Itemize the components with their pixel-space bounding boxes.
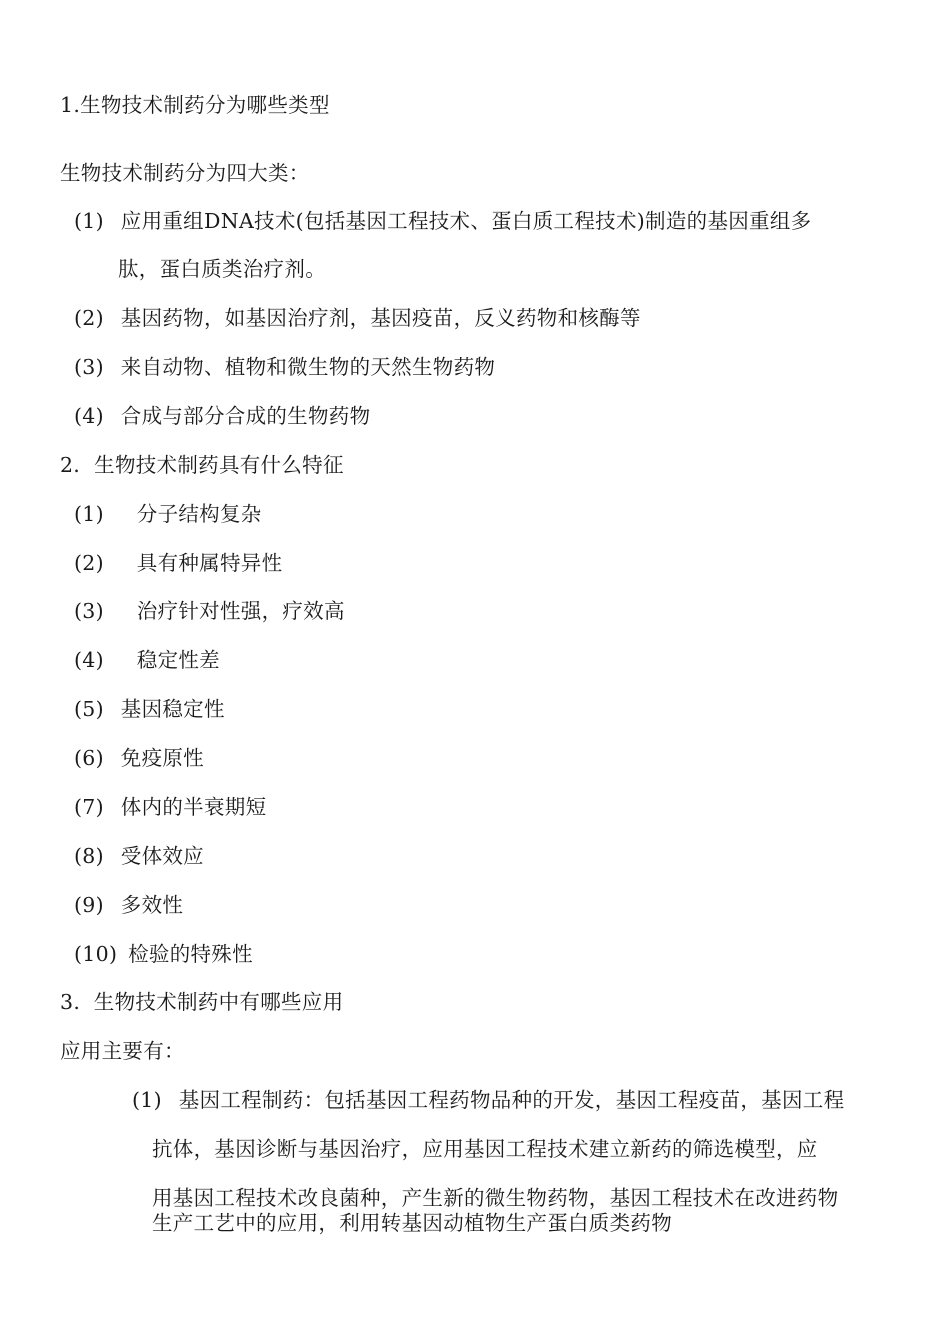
list-item-continuation: 抗体，基因诊断与基因治疗，应用基因工程技术建立新药的筛选模型，应 <box>152 1137 818 1161</box>
section-1-heading: 1.生物技术制药分为哪些类型 <box>60 93 330 117</box>
list-item <box>74 403 370 429</box>
list-item-text: 基因稳定性 <box>120 697 225 721</box>
list-marker: (7) <box>74 795 104 819</box>
list-marker: (6) <box>74 746 104 770</box>
list-item-text: 治疗针对性强，疗效高 <box>136 599 345 623</box>
section-3-heading: 3. 生物技术制药中有哪些应用 <box>60 990 344 1014</box>
list-item-continuation: 用基因工程技术改良菌种，产生新的微生物药物，基因工程技术在改进药物 <box>152 1186 839 1210</box>
list-item <box>74 843 204 869</box>
list-item-text: 稳定性差 <box>136 648 220 672</box>
list-item <box>74 598 345 624</box>
list-item-text: 体内的半衰期短 <box>120 795 267 819</box>
list-item <box>74 892 183 918</box>
list-marker: (2) <box>74 551 104 575</box>
list-item <box>74 647 220 673</box>
list-item-text: 合成与部分合成的生物药物 <box>120 404 371 428</box>
list-item <box>74 941 253 967</box>
list-marker: (4) <box>74 404 104 428</box>
list-item <box>74 745 204 771</box>
list-item-continuation: 生产工艺中的应用，利用转基因动植物生产蛋白质类药物 <box>152 1211 672 1235</box>
list-marker: (8) <box>74 844 104 868</box>
list-marker: (2) <box>74 306 104 330</box>
list-marker: (1) <box>74 502 104 526</box>
list-item-text: 多效性 <box>120 893 184 917</box>
section-2-heading: 2．生物技术制药具有什么特征 <box>60 453 344 477</box>
list-marker: (3) <box>74 355 104 379</box>
list-item <box>74 208 811 234</box>
list-item <box>74 354 495 380</box>
list-item-continuation: 肽，蛋白质类治疗剂。 <box>118 257 326 281</box>
list-marker: (9) <box>74 893 104 917</box>
list-item <box>132 1087 844 1113</box>
list-item <box>74 501 262 527</box>
list-item-text: 基因药物，如基因治疗剂，基因疫苗，反义药物和核酶等 <box>120 306 641 330</box>
list-item <box>74 550 282 576</box>
list-marker: (10) <box>74 942 118 966</box>
section-3-intro: 应用主要有： <box>60 1039 185 1063</box>
list-item-text: 具有种属特异性 <box>136 551 283 575</box>
list-marker: (3) <box>74 599 104 623</box>
list-item <box>74 794 266 820</box>
list-item-text: 免疫原性 <box>120 746 204 770</box>
list-item-text: 检验的特殊性 <box>128 942 253 966</box>
list-marker: (1) <box>74 209 104 233</box>
list-item <box>74 696 225 722</box>
section-1-intro: 生物技术制药分为四大类： <box>60 161 310 185</box>
list-item-text: 来自动物、植物和微生物的天然生物药物 <box>120 355 496 379</box>
list-item-text: 受体效应 <box>120 844 204 868</box>
list-item-text: 基因工程制药：包括基因工程药物品种的开发，基因工程疫苗，基因工程 <box>178 1088 845 1112</box>
list-marker: (4) <box>74 648 104 672</box>
list-marker: (1) <box>132 1088 162 1112</box>
list-marker: (5) <box>74 697 104 721</box>
list-item <box>74 305 641 331</box>
list-item-text: 分子结构复杂 <box>136 502 262 526</box>
list-item-text: 应用重组DNA技术(包括基因工程技术、蛋白质工程技术)制造的基因重组多 <box>120 209 812 233</box>
